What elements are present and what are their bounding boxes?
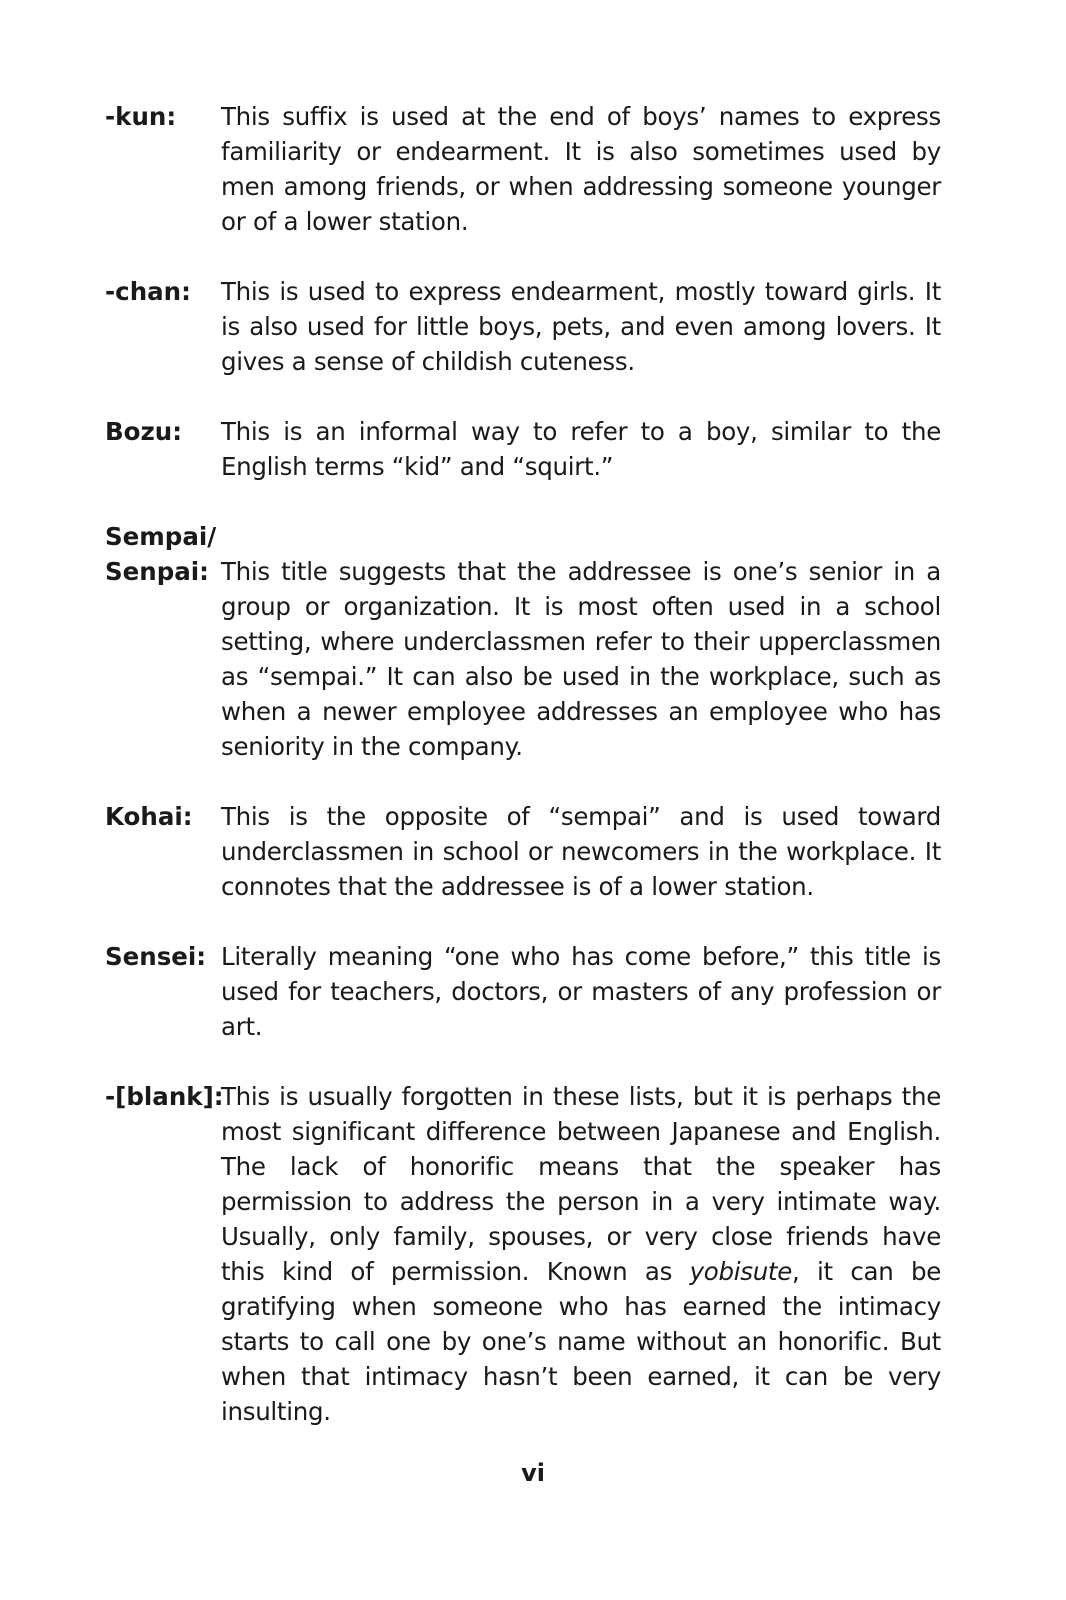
glossary-term: -kun: <box>105 102 177 131</box>
glossary-entry-kohai <box>105 799 943 904</box>
glossary-entry-kun <box>105 99 943 239</box>
glossary-term: Sensei: <box>105 942 207 971</box>
glossary-term: -chan: <box>105 277 191 306</box>
glossary-definition: This is an informal way to refer to a boy, similar to the English terms “kid” and “squirt.” <box>221 417 941 481</box>
glossary-term <box>105 519 221 589</box>
glossary-definition <box>221 1079 941 1429</box>
glossary-definition: This suffix is used at the end of boys’ names to express familiarity or endearment. It is also sometimes used by men among friends, or when addressing someone younger or of a lower station. <box>221 102 941 236</box>
glossary-term: -[blank]: <box>105 1082 224 1111</box>
glossary-term: Kohai: <box>105 802 193 831</box>
glossary-term-line: Senpai: <box>105 557 209 586</box>
definition-text: This is usually forgotten in these lists, but it is perhaps the most significant difference between Japanese and English. The lack of honorific means that the speaker has permission to address the person in a very intimate way. Usually, only family, spouses, or very close friends have this kind of permission. Known as <box>221 1082 941 1286</box>
glossary-definition: This is used to express endearment, mostly toward girls. It is also used for little boys, pets, and even among lovers. It gives a sense of childish cuteness. <box>221 277 941 376</box>
glossary-entry-sensei <box>105 939 943 1044</box>
glossary-term: Bozu: <box>105 417 183 446</box>
glossary-entry-bozu <box>105 414 943 484</box>
glossary-entry-sempai <box>105 519 943 764</box>
glossary-definition: This title suggests that the addressee is one’s senior in a group or organization. It is most often used in a school setting, where underclassmen refer to their upperclassmen as “sempai.” It can also be used in the workplace, such as when a newer employee addresses an employee who has seniority in the company. <box>221 557 941 761</box>
glossary-term-line: Sempai/ <box>105 522 217 551</box>
honorifics-glossary <box>105 99 943 1429</box>
glossary-definition: This is the opposite of “sempai” and is used toward underclassmen in school or newcomers in the workplace. It connotes that the addressee is of a lower station. <box>221 802 941 901</box>
glossary-entry-blank <box>105 1079 943 1429</box>
glossary-entry-chan <box>105 274 943 379</box>
definition-text: , it can be gratifying when someone who has earned the intimacy starts to call one by one’s name without an honorific. But when that intimacy hasn’t been earned, it can be very insulting. <box>221 1257 941 1426</box>
definition-emphasis: yobisute <box>689 1257 793 1286</box>
glossary-definition: Literally meaning “one who has come before,” this title is used for teachers, doctors, or masters of any profession or art. <box>221 942 941 1041</box>
page-number: vi <box>521 1459 545 1487</box>
